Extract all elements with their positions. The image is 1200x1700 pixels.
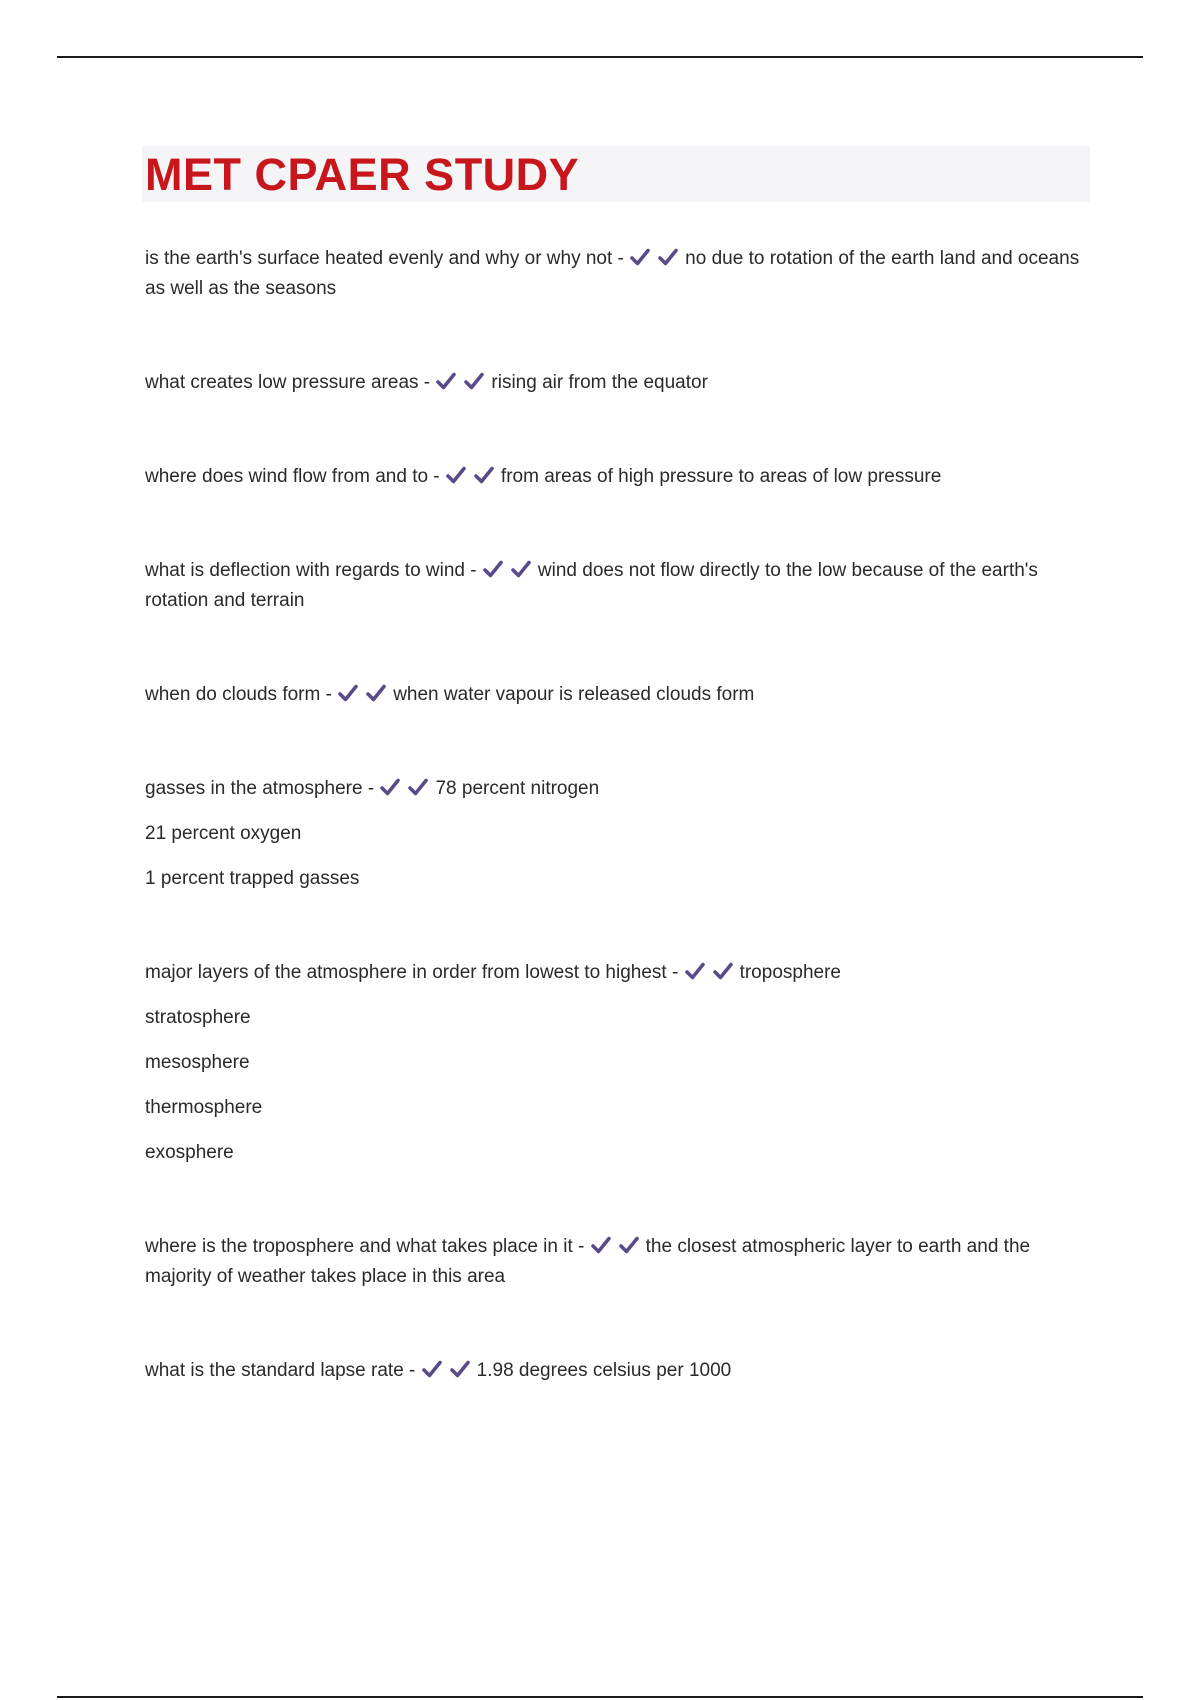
qa-item bbox=[145, 774, 1090, 894]
qa-line bbox=[145, 462, 1090, 492]
checkmark-icon bbox=[365, 682, 387, 704]
qa-item bbox=[145, 1232, 1090, 1292]
qa-item bbox=[145, 462, 1090, 492]
question-text: what creates low pressure areas - bbox=[145, 372, 431, 393]
top-rule bbox=[57, 56, 1143, 58]
answer-text: 1.98 degrees celsius per 1000 bbox=[476, 1360, 732, 1381]
answer-text: 78 percent nitrogen bbox=[435, 778, 600, 799]
checkmark-icon bbox=[629, 246, 651, 268]
checkmark-icon bbox=[482, 558, 504, 580]
checkmark-icon bbox=[421, 1358, 443, 1380]
checkmark-icon bbox=[407, 776, 429, 798]
qa-item bbox=[145, 1356, 1090, 1386]
checkmark-icon bbox=[510, 558, 532, 580]
answer-continuation: 1 percent trapped gasses bbox=[145, 868, 360, 889]
question-text: where does wind flow from and to - bbox=[145, 466, 440, 487]
answer-text: troposphere bbox=[739, 962, 841, 983]
qa-line bbox=[145, 1356, 1090, 1386]
qa-line bbox=[145, 244, 1090, 304]
checkmark-icon bbox=[712, 960, 734, 982]
answer-continuation: 21 percent oxygen bbox=[145, 823, 302, 844]
qa-line bbox=[145, 958, 1090, 988]
checkmark-icon bbox=[379, 776, 401, 798]
answer-text: from areas of high pressure to areas of low pressure bbox=[500, 466, 942, 487]
answer-continuation: exosphere bbox=[145, 1142, 234, 1163]
checkmark-icon bbox=[435, 370, 457, 392]
checkmark-icon bbox=[449, 1358, 471, 1380]
title-band bbox=[142, 146, 1090, 202]
question-text: gasses in the atmosphere - bbox=[145, 778, 375, 799]
answer-continuation: mesosphere bbox=[145, 1052, 250, 1073]
qa-item bbox=[145, 368, 1090, 398]
answer-text: rising air from the equator bbox=[491, 372, 708, 393]
qa-item bbox=[145, 680, 1090, 710]
qa-line bbox=[145, 1232, 1090, 1292]
qa-item bbox=[145, 244, 1090, 304]
question-text: is the earth's surface heated evenly and why or why not - bbox=[145, 248, 624, 269]
checkmark-icon bbox=[618, 1234, 640, 1256]
qa-list bbox=[145, 244, 1090, 1386]
document-title: MET CPAER STUDY bbox=[145, 148, 580, 200]
qa-item bbox=[145, 556, 1090, 616]
document-body bbox=[145, 146, 1090, 1386]
bottom-rule bbox=[57, 1696, 1143, 1698]
answer-text: when water vapour is released clouds form bbox=[393, 684, 755, 705]
answer-continuation: stratosphere bbox=[145, 1007, 251, 1028]
qa-line bbox=[145, 556, 1090, 616]
answer-text: no due to rotation of the earth land and oceans as well as the seasons bbox=[145, 248, 1080, 299]
question-text: what is the standard lapse rate - bbox=[145, 1360, 416, 1381]
checkmark-icon bbox=[684, 960, 706, 982]
qa-line bbox=[145, 368, 1090, 398]
checkmark-icon bbox=[337, 682, 359, 704]
question-text: major layers of the atmosphere in order from lowest to highest - bbox=[145, 962, 679, 983]
answer-text: the closest atmospheric layer to earth and the majority of weather takes place in this area bbox=[145, 1236, 1031, 1287]
checkmark-icon bbox=[445, 464, 467, 486]
question-text: what is deflection with regards to wind - bbox=[145, 560, 477, 581]
question-text: where is the troposphere and what takes place in it - bbox=[145, 1236, 585, 1257]
checkmark-icon bbox=[463, 370, 485, 392]
question-text: when do clouds form - bbox=[145, 684, 332, 705]
checkmark-icon bbox=[657, 246, 679, 268]
checkmark-icon bbox=[473, 464, 495, 486]
answer-continuation: thermosphere bbox=[145, 1097, 263, 1118]
checkmark-icon bbox=[590, 1234, 612, 1256]
qa-item bbox=[145, 958, 1090, 1168]
answer-text: wind does not flow directly to the low because of the earth's rotation and terrain bbox=[145, 560, 1038, 611]
qa-line bbox=[145, 680, 1090, 710]
qa-line bbox=[145, 774, 1090, 804]
